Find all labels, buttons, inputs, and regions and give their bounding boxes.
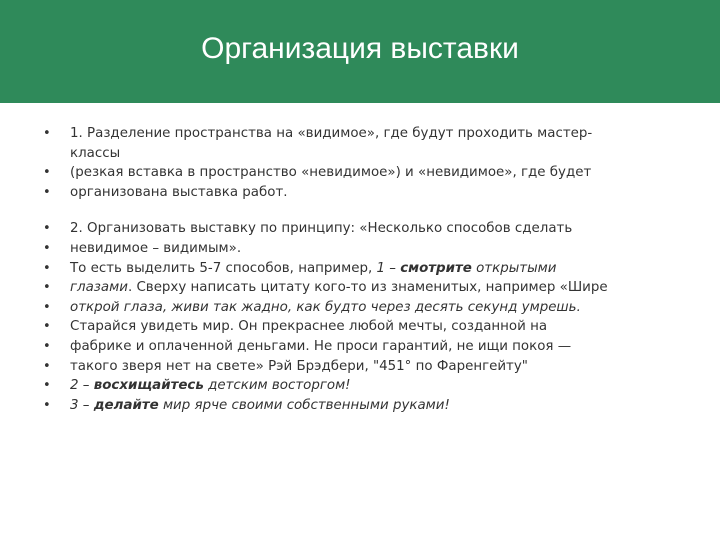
list-item-continuation: классы <box>70 145 121 161</box>
bullet-icon: • <box>43 338 51 354</box>
list-item: • невидимое – видимым». <box>38 239 678 259</box>
list-item: • 3 – делайте мир ярче своими собственными руками! <box>38 396 678 416</box>
list-item: • организована выставка работ. <box>38 183 678 203</box>
list-item: • такого зверя нет на свете» Рэй Брэдбери, "451° по Фаренгейту" <box>38 357 678 377</box>
list-item: • открой глаза, живи так жадно, как будто через десять секунд умрешь. <box>38 298 678 318</box>
slide-content <box>38 124 678 415</box>
list-item: • Старайся увидеть мир. Он прекраснее любой мечты, созданной на <box>38 317 678 337</box>
bullet-icon: • <box>43 165 51 181</box>
list-item: • (резкая вставка в пространство «невидимое») и «невидимое», где будет <box>38 163 678 183</box>
bullet-icon: • <box>43 184 51 200</box>
list-item: • 1. Разделение пространства на «видимое», где будут проходить мастер- <box>38 124 678 144</box>
bullet-icon: • <box>43 378 51 394</box>
bullet-icon: • <box>43 240 51 256</box>
list-item: • фабрике и оплаченной деньгами. Не проси гарантий, не ищи покоя — <box>38 337 678 357</box>
bullet-icon: • <box>43 358 51 374</box>
bullet-icon: • <box>43 280 51 296</box>
title-bar <box>0 0 720 103</box>
list-item: • 2. Организовать выставку по принципу: «Несколько способов сделать <box>38 219 678 239</box>
bullet-icon: • <box>43 126 51 141</box>
bullet-block-1 <box>38 124 678 202</box>
slide-title: Организация выставки <box>201 32 519 65</box>
list-item: • глазами. Сверху написать цитату кого-то из знаменитых, например «Шире <box>38 278 678 298</box>
bullet-block-2 <box>38 219 678 415</box>
bullet-icon: • <box>43 221 51 237</box>
bullet-icon: • <box>43 260 51 276</box>
bullet-icon: • <box>43 319 51 335</box>
bullet-icon: • <box>43 299 51 315</box>
list-item: • 2 – восхищайтесь детским восторгом! <box>38 376 678 396</box>
list-item: • То есть выделить 5-7 способов, например, 1 – смотрите открытыми <box>38 259 678 279</box>
bullet-icon: • <box>43 397 51 413</box>
